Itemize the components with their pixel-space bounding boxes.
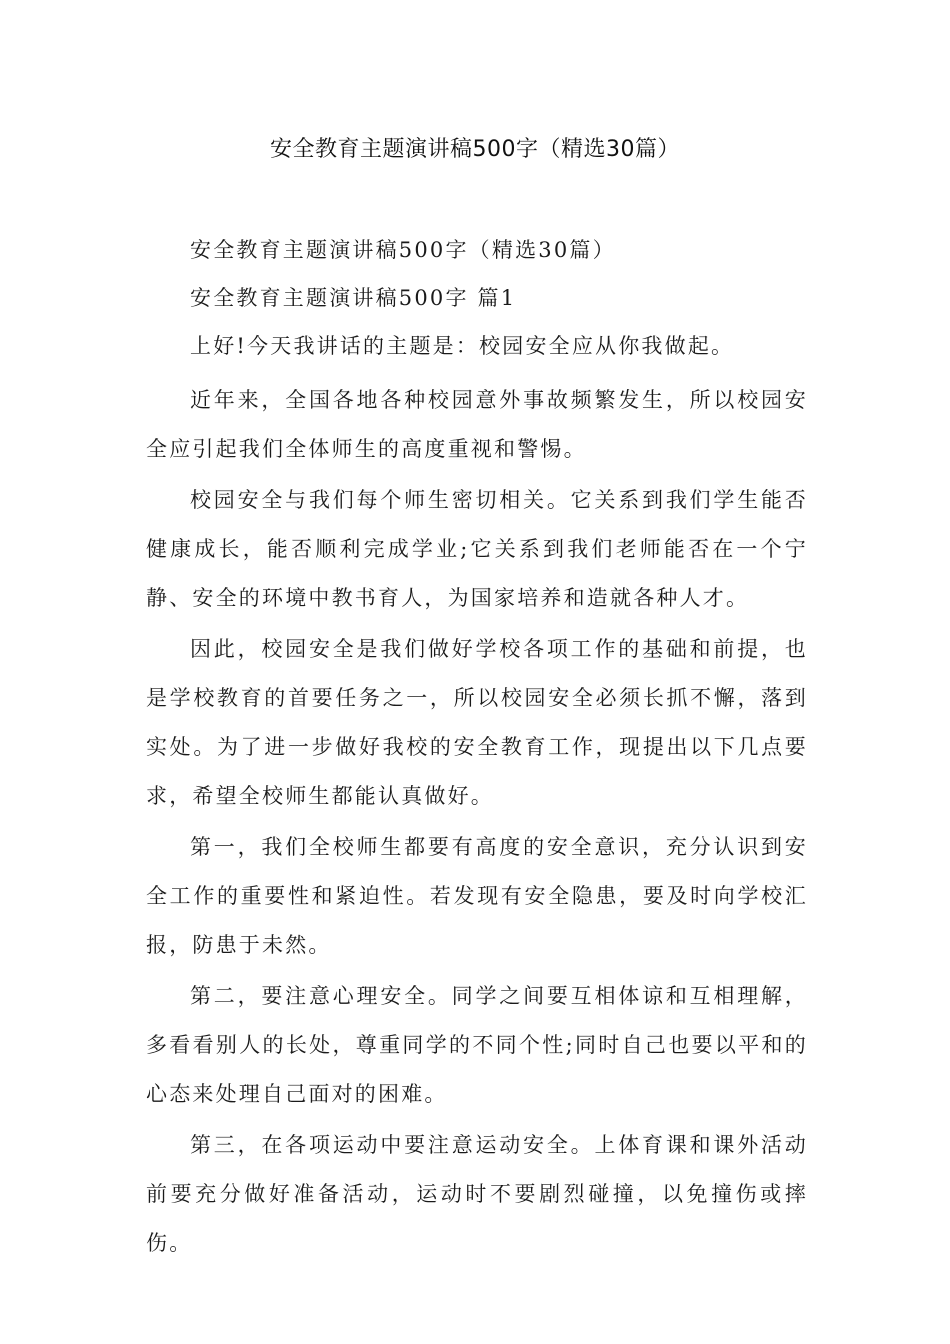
paragraph: 第一，我们全校师生都要有高度的安全意识，充分认识到安全工作的重要性和紧迫性。若发现有安全隐患，要及时向学校汇报，防患于未然。 bbox=[146, 835, 808, 957]
paragraph: 校园安全与我们每个师生密切相关。它关系到我们学生能否健康成长，能否顺利完成学业;它关系到我们老师能否在一个宁静、安全的环境中教书育人，为国家培养和造就各种人才。 bbox=[146, 488, 808, 610]
paragraph-section-heading: 安全教育主题演讲稿500字 篇1 bbox=[190, 286, 517, 310]
paragraph-subtitle: 安全教育主题演讲稿500字（精选30篇） bbox=[190, 238, 616, 262]
paragraph: 第二，要注意心理安全。同学之间要互相体谅和互相理解，多看看别人的长处，尊重同学的不同个性;同时自己也要以平和的心态来处理自己面对的困难。 bbox=[146, 984, 808, 1106]
document-body bbox=[146, 232, 808, 1270]
paragraph: 第三，在各项运动中要注意运动安全。上体育课和课外活动前要充分做好准备活动，运动时不要剧烈碰撞，以免撞伤或摔伤。 bbox=[146, 1133, 808, 1255]
paragraph: 近年来，全国各地各种校园意外事故频繁发生，所以校园安全应引起我们全体师生的高度重视和警惕。 bbox=[146, 388, 808, 461]
document-title: 安全教育主题演讲稿500字（精选30篇） bbox=[270, 137, 680, 162]
paragraph: 因此，校园安全是我们做好学校各项工作的基础和前提，也是学校教育的首要任务之一，所以校园安全必须长抓不懈，落到实处。为了进一步做好我校的安全教育工作，现提出以下几点要求，希望全校师生都能认真做好。 bbox=[146, 637, 808, 808]
paragraph-greeting: 上好!今天我讲话的主题是：校园安全应从你我做起。 bbox=[190, 334, 735, 358]
